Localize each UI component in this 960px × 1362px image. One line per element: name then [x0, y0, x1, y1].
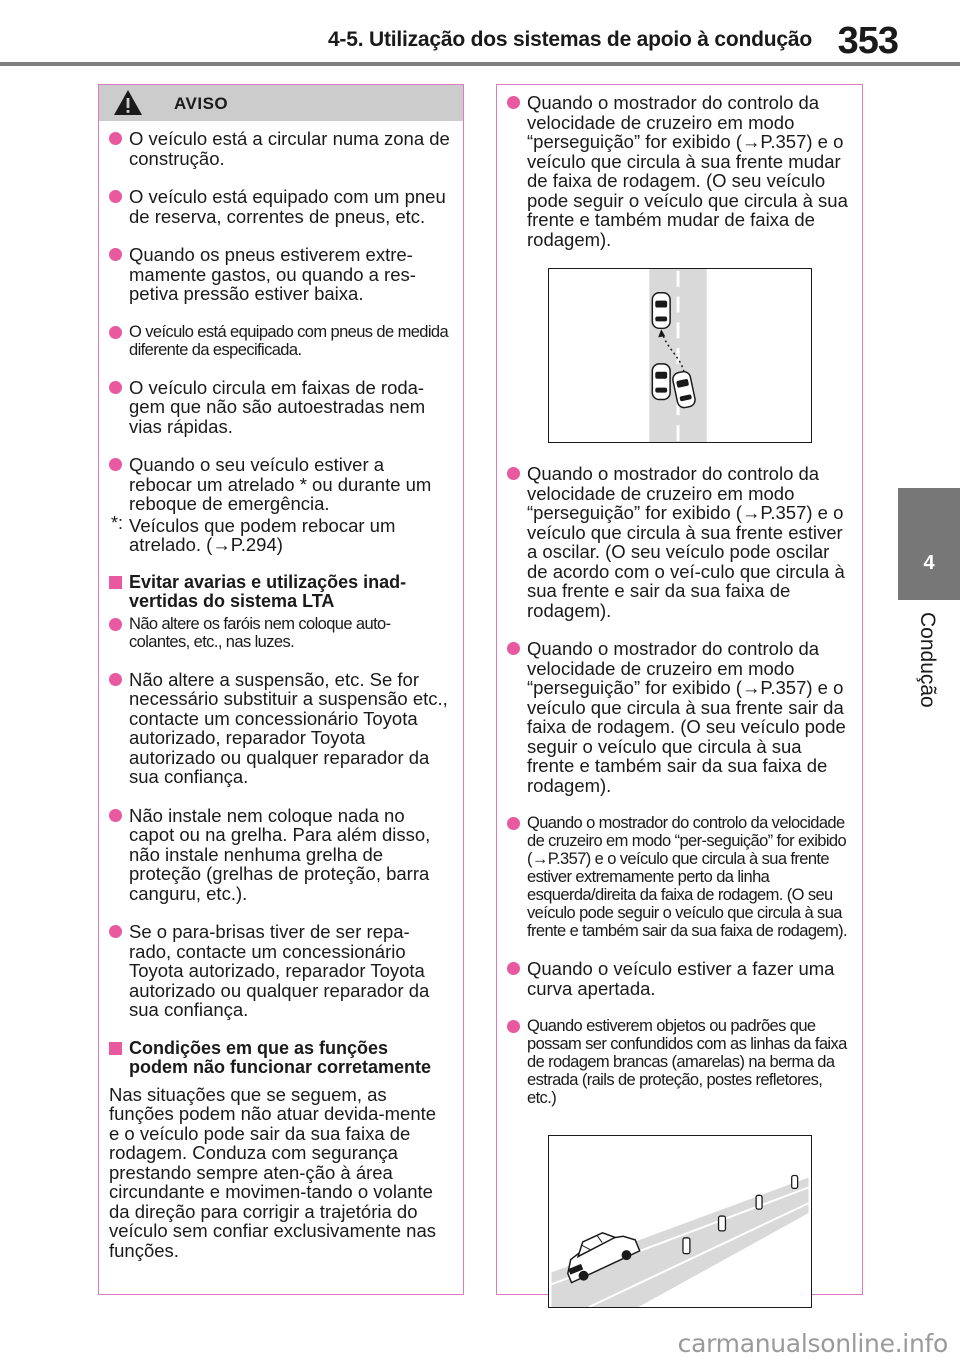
right-column [496, 84, 863, 1295]
lane-change-illustration [548, 268, 812, 443]
bullet-icon [109, 809, 122, 822]
list-item: Quando o veículo estiver a fazer uma curva apertada. [507, 959, 850, 998]
bullet-icon [507, 467, 520, 480]
watermark: carmanualsonline.info [677, 1329, 948, 1358]
car-icon [652, 364, 670, 400]
list-item: Não altere os faróis nem coloque auto-colantes, etc., nas luzes. [109, 615, 451, 651]
bullet-icon [507, 1020, 520, 1033]
section-heading: Evitar avarias e utilizações inad-vertidas do sistema LTA [109, 573, 451, 611]
left-column [98, 84, 464, 1295]
list-item: Não instale nem coloque nada no capot ou na grelha. Para além disso, não instale nenhuma grelha de proteção (grelhas de proteção, barra canguru, etc.). [109, 806, 451, 904]
list-item: Se o para-brisas tiver de ser repa-rado, contacte um concessionário Toyota autorizado, reparador Toyota autorizado ou qualquer reparador da sua confiança. [109, 922, 451, 1020]
list-item: Quando os pneus estiverem extre-mamente gastos, ou quando a res-petiva pressão estiver baixa. [109, 245, 451, 304]
page-number: 353 [837, 20, 898, 62]
chapter-tab [898, 488, 960, 600]
section-heading: Condições em que as funções podem não funcionar corretamente [109, 1039, 451, 1077]
list-item: O veículo circula em faixas de roda-gem que não são autoestradas nem vias rápidas. [109, 378, 451, 437]
bullet-icon [507, 962, 520, 975]
bullet-icon [109, 132, 122, 145]
list-item: Quando estiverem objetos ou padrões que possam ser confundidos com as linhas da faixa de rodagem brancas (amarelas) na berma da estrada (rails de proteção, postes refletores, etc.) [507, 1017, 850, 1107]
chapter-name: Condução [916, 612, 939, 708]
warning-title: AVISO [174, 94, 229, 113]
bullet-icon [109, 190, 122, 203]
chapter-number: 4 [923, 552, 935, 574]
footnote [109, 512, 451, 555]
header-rule [0, 62, 960, 66]
list-item: O veículo está equipado com pneus de medida diferente da especificada. [109, 323, 451, 359]
square-bullet-icon [109, 576, 122, 589]
list-item: Quando o seu veículo estiver a rebocar um atrelado * ou durante um reboque de emergência. [109, 455, 451, 514]
warning-header [99, 85, 463, 121]
bullet-icon [507, 96, 520, 109]
section-title: 4-5. Utilização dos sistemas de apoio à condução [327, 28, 812, 51]
list-item: O veículo está a circular numa zona de construção. [109, 129, 451, 168]
car-icon [652, 293, 670, 329]
square-bullet-icon [109, 1042, 122, 1055]
list-item: O veículo está equipado com um pneu de reserva, correntes de pneus, etc. [109, 187, 451, 226]
list-item: Quando o mostrador do controlo da velocidade de cruzeiro em modo “perseguição” for exibido (→P.357) e o veículo que circula à sua frente estiver a oscilar. (O seu veículo pode oscilar de acordo com o veí-culo que circula à sua frente e sair da sua faixa de rodagem). [507, 464, 850, 620]
bullet-icon [507, 642, 520, 655]
bullet-icon [109, 326, 122, 339]
list-item: Não altere a suspensão, etc. Se for necessário substituir a suspensão etc., contacte um concessionário Toyota autorizado, reparador Toyota autorizado ou qualquer reparador da sua confiança. [109, 670, 451, 787]
bullet-icon [109, 458, 122, 471]
warning-triangle-icon [113, 89, 143, 117]
list-item: Quando o mostrador do controlo da velocidade de cruzeiro em modo “per-seguição” for exibido (→P.357) e o veículo que circula à sua frente estiver extremamente perto da linha esquerda/direita da faixa de rodagem. (O seu veículo pode seguir o veículo que circula à sua frente e também sair da sua faixa de rodagem). [507, 814, 850, 940]
bullet-icon [109, 673, 122, 686]
bullet-icon [507, 817, 520, 830]
footnote-text: Veículos que podem rebocar um atrelado. (→P.294) [129, 514, 396, 555]
page-header [0, 0, 960, 62]
bullet-icon [109, 618, 122, 631]
bullet-icon [109, 248, 122, 261]
body-paragraph: Nas situações que se seguem, as funções podem não atuar devida-mente e o veículo pode sair da sua faixa de rodagem. Conduza com segurança prestando sempre aten-ção à área circundante e movimen-tando o volante da direção para corrigir a trajetória do veículo sem confiar exclusivamente nas funções. [109, 1083, 437, 1261]
bullet-icon [109, 381, 122, 394]
list-item: Quando o mostrador do controlo da velocidade de cruzeiro em modo “perseguição” for exibido (→P.357) e o veículo que circula à sua frente mudar de faixa de rodagem. (O seu veículo pode seguir o veículo que circula à sua frente e também mudar de faixa de rodagem). [507, 93, 850, 249]
list-item: Quando o mostrador do controlo da velocidade de cruzeiro em modo “perseguição” for exibido (→P.357) e o veículo que circula à sua frente sair da faixa de rodagem. (O seu veículo pode seguir o veículo que circula à sua frente e também sair da sua faixa de rodagem). [507, 639, 850, 795]
bullet-icon [109, 925, 122, 938]
roadside-posts-illustration [548, 1135, 812, 1308]
footnote-mark: *: [111, 512, 124, 533]
